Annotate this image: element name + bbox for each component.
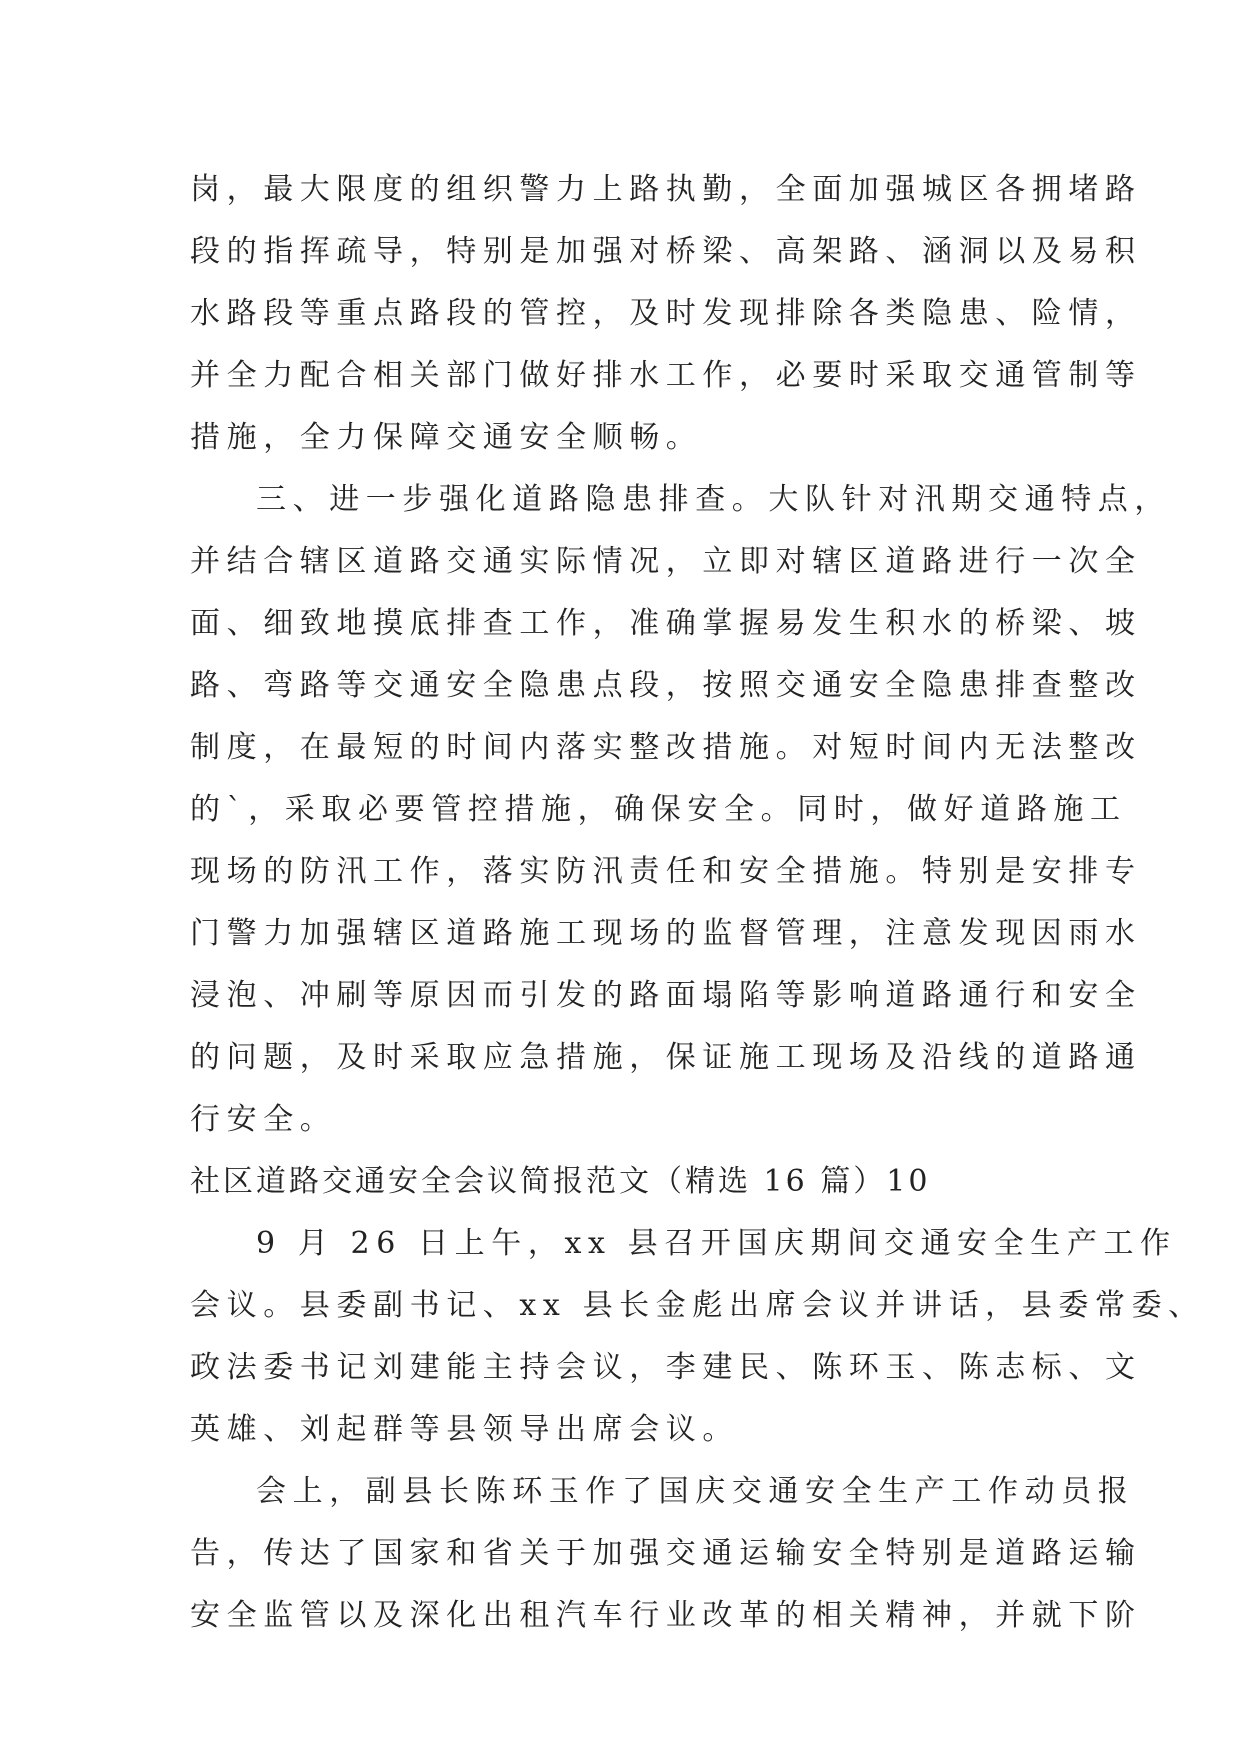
text-line: 浸泡、冲刷等原因而引发的路面塌陷等影响道路通行和安全 <box>190 978 1142 1013</box>
text-line: 英雄、刘起群等县领导出席会议。 <box>190 1412 739 1447</box>
paragraph-meeting-report <box>190 1461 1142 1647</box>
paragraph-meeting-opening <box>190 1213 1205 1461</box>
text-line: 政法委书记刘建能主持会议，李建民、陈环玉、陈志标、文 <box>190 1350 1142 1385</box>
text-line: 会议。县委副书记、xx 县长金彪出席会议并讲话，县委常委、 <box>190 1288 1205 1323</box>
text-line: 段的指挥疏导，特别是加强对桥梁、高架路、涵洞以及易积 <box>190 234 1142 269</box>
text-line: 告，传达了国家和省关于加强交通运输安全特别是道路运输 <box>190 1536 1142 1571</box>
text-line: 并结合辖区道路交通实际情况，立即对辖区道路进行一次全 <box>190 544 1142 579</box>
text-line: 门警力加强辖区道路施工现场的监督管理，注意发现因雨水 <box>190 916 1142 951</box>
text-line: 路、弯路等交通安全隐患点段，按照交通安全隐患排查整改 <box>190 668 1142 703</box>
text-line: 现场的防汛工作，落实防汛责任和安全措施。特别是安排专 <box>190 854 1142 889</box>
paragraph-continued-duty <box>190 159 1142 469</box>
text-line: 面、细致地摸底排查工作，准确掌握易发生积水的桥梁、坡 <box>190 606 1142 641</box>
text-line: 措施，全力保障交通安全顺畅。 <box>190 420 703 455</box>
text-line: 安全监管以及深化出租汽车行业改革的相关精神，并就下阶 <box>190 1598 1142 1633</box>
text-line: 行安全。 <box>190 1102 337 1137</box>
text-line: 的`，采取必要管控措施，确保安全。同时，做好道路施工 <box>190 792 1127 827</box>
text-line: 9 月 26 日上午，xx 县召开国庆期间交通安全生产工作 <box>256 1226 1177 1261</box>
text-line: 并全力配合相关部门做好排水工作，必要时采取交通管制等 <box>190 358 1142 393</box>
text-line: 三、进一步强化道路隐患排查。大队针对汛期交通特点， <box>256 482 1171 517</box>
document-body <box>190 159 1205 1647</box>
text-line: 制度，在最短的时间内落实整改措施。对短时间内无法整改 <box>190 730 1142 765</box>
text-line: 的问题，及时采取应急措施，保证施工现场及沿线的道路通 <box>190 1040 1142 1075</box>
text-line: 会上，副县长陈环玉作了国庆交通安全生产工作动员报 <box>256 1474 1135 1509</box>
text-line: 岗，最大限度的组织警力上路执勤，全面加强城区各拥堵路 <box>190 172 1142 207</box>
section-heading: 社区道路交通安全会议简报范文（精选 16 篇）10 <box>190 1164 931 1199</box>
text-line: 水路段等重点路段的管控，及时发现排除各类隐患、险情， <box>190 296 1142 331</box>
paragraph-hazard-inspection <box>190 469 1171 1151</box>
